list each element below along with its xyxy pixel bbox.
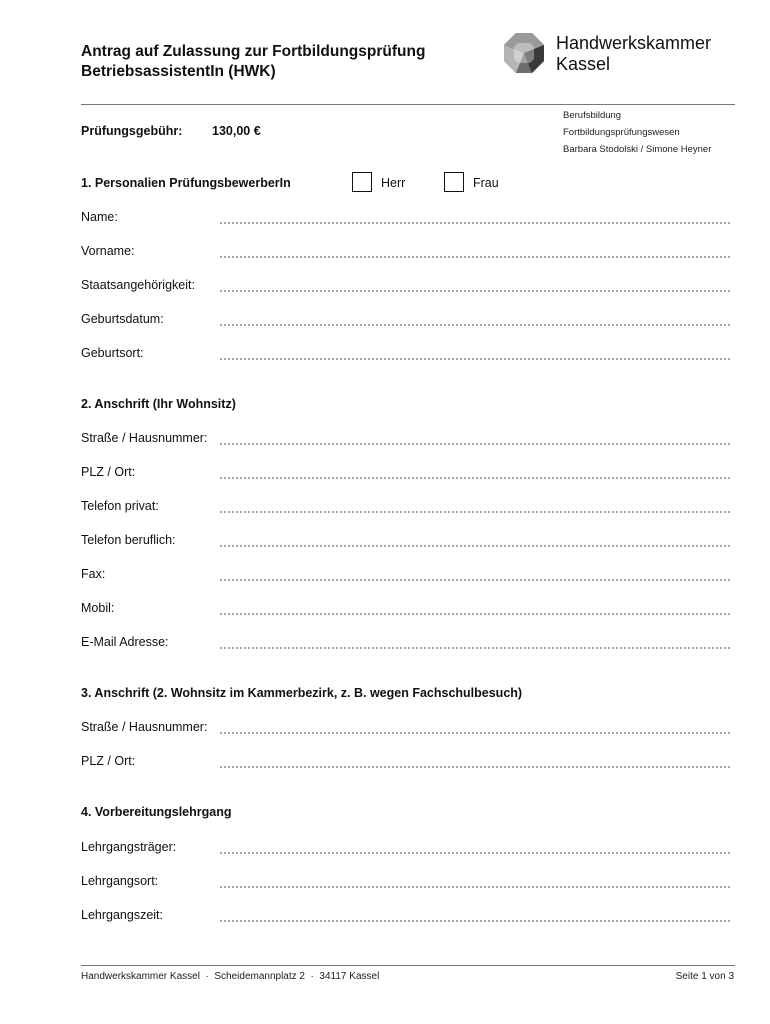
department-name: Berufsbildung (563, 110, 622, 121)
field-label: Telefon beruflich: (81, 533, 176, 547)
form-title-line1: Antrag auf Zulassung zur Fortbildungsprüfung (81, 43, 426, 60)
field-input-line[interactable] (219, 613, 731, 615)
field-label: E-Mail Adresse: (81, 635, 169, 649)
field-input-line[interactable] (219, 477, 731, 479)
frau-label: Frau (473, 176, 499, 190)
hwk-logo-icon (504, 33, 544, 73)
fee-label: Prüfungsgebühr: (81, 124, 183, 138)
section-2-title: 2. Anschrift (Ihr Wohnsitz) (81, 397, 236, 411)
field-input-line[interactable] (219, 647, 731, 649)
footer-address: Handwerkskammer Kassel · Scheidemannplatz 2 · 34117 Kassel (81, 971, 380, 982)
field-vorname (81, 244, 731, 262)
field-plz-ort-2 (81, 754, 731, 772)
field-lehrgangszeit (81, 908, 731, 926)
page-number: Seite 1 von 3 (675, 971, 734, 982)
field-strasse (81, 431, 731, 449)
field-label: PLZ / Ort: (81, 754, 136, 768)
field-plz-ort (81, 465, 731, 483)
field-input-line[interactable] (219, 920, 731, 922)
field-label: Fax: (81, 567, 106, 581)
field-input-line[interactable] (219, 511, 731, 513)
field-input-line[interactable] (219, 443, 731, 445)
field-input-line[interactable] (219, 732, 731, 734)
department-unit: Fortbildungsprüfungswesen (563, 127, 680, 138)
field-geburtsdatum (81, 312, 731, 330)
field-input-line[interactable] (219, 222, 731, 224)
logo-text-line1: Handwerkskammer (556, 33, 712, 53)
frau-checkbox[interactable] (444, 172, 464, 192)
field-geburtsort (81, 346, 731, 364)
field-label: Telefon privat: (81, 499, 159, 513)
field-fax (81, 567, 731, 585)
field-telefon-privat (81, 499, 731, 517)
field-label: Mobil: (81, 601, 115, 615)
header-divider (81, 104, 735, 105)
field-input-line[interactable] (219, 256, 731, 258)
field-input-line[interactable] (219, 290, 731, 292)
field-input-line[interactable] (219, 324, 731, 326)
field-strasse-2 (81, 720, 731, 738)
hwk-logo (504, 33, 744, 77)
herr-label: Herr (381, 176, 406, 190)
hwk-logo-text (556, 33, 711, 75)
section-1-title: 1. Personalien PrüfungsbewerberIn (81, 176, 291, 190)
section-4-title: 4. Vorbereitungslehrgang (81, 805, 232, 819)
field-label: Geburtsort: (81, 346, 144, 360)
field-input-line[interactable] (219, 852, 731, 854)
field-input-line[interactable] (219, 766, 731, 768)
field-label: Lehrgangszeit: (81, 908, 164, 922)
field-label: Vorname: (81, 244, 135, 258)
field-input-line[interactable] (219, 886, 731, 888)
field-label: Lehrgangsort: (81, 874, 159, 888)
form-title-line2: BetriebsassistentIn (HWK) (81, 63, 276, 80)
field-staatsangehoerigkeit (81, 278, 731, 296)
field-lehrgangsort (81, 874, 731, 892)
logo-text-line2: Kassel (556, 54, 611, 74)
form-title (81, 42, 425, 82)
field-label: Straße / Hausnummer: (81, 431, 208, 445)
field-input-line[interactable] (219, 579, 731, 581)
field-lehrgangstraeger (81, 840, 731, 858)
field-email (81, 635, 731, 653)
field-label: Name: (81, 210, 118, 224)
field-input-line[interactable] (219, 545, 731, 547)
herr-checkbox[interactable] (352, 172, 372, 192)
field-label: PLZ / Ort: (81, 465, 136, 479)
section-3-title: 3. Anschrift (2. Wohnsitz im Kammerbezirk, z. B. wegen Fachschulbesuch) (81, 686, 523, 700)
field-label: Staatsangehörigkeit: (81, 278, 195, 292)
field-input-line[interactable] (219, 358, 731, 360)
field-name (81, 210, 731, 228)
fee-value: 130,00 € (212, 124, 261, 138)
department-contacts: Barbara Stodolski / Simone Heyner (563, 144, 712, 155)
field-mobil (81, 601, 731, 619)
field-telefon-beruflich (81, 533, 731, 551)
field-label: Geburtsdatum: (81, 312, 164, 326)
field-label: Lehrgangsträger: (81, 840, 177, 854)
field-label: Straße / Hausnummer: (81, 720, 208, 734)
footer-divider (81, 965, 735, 966)
